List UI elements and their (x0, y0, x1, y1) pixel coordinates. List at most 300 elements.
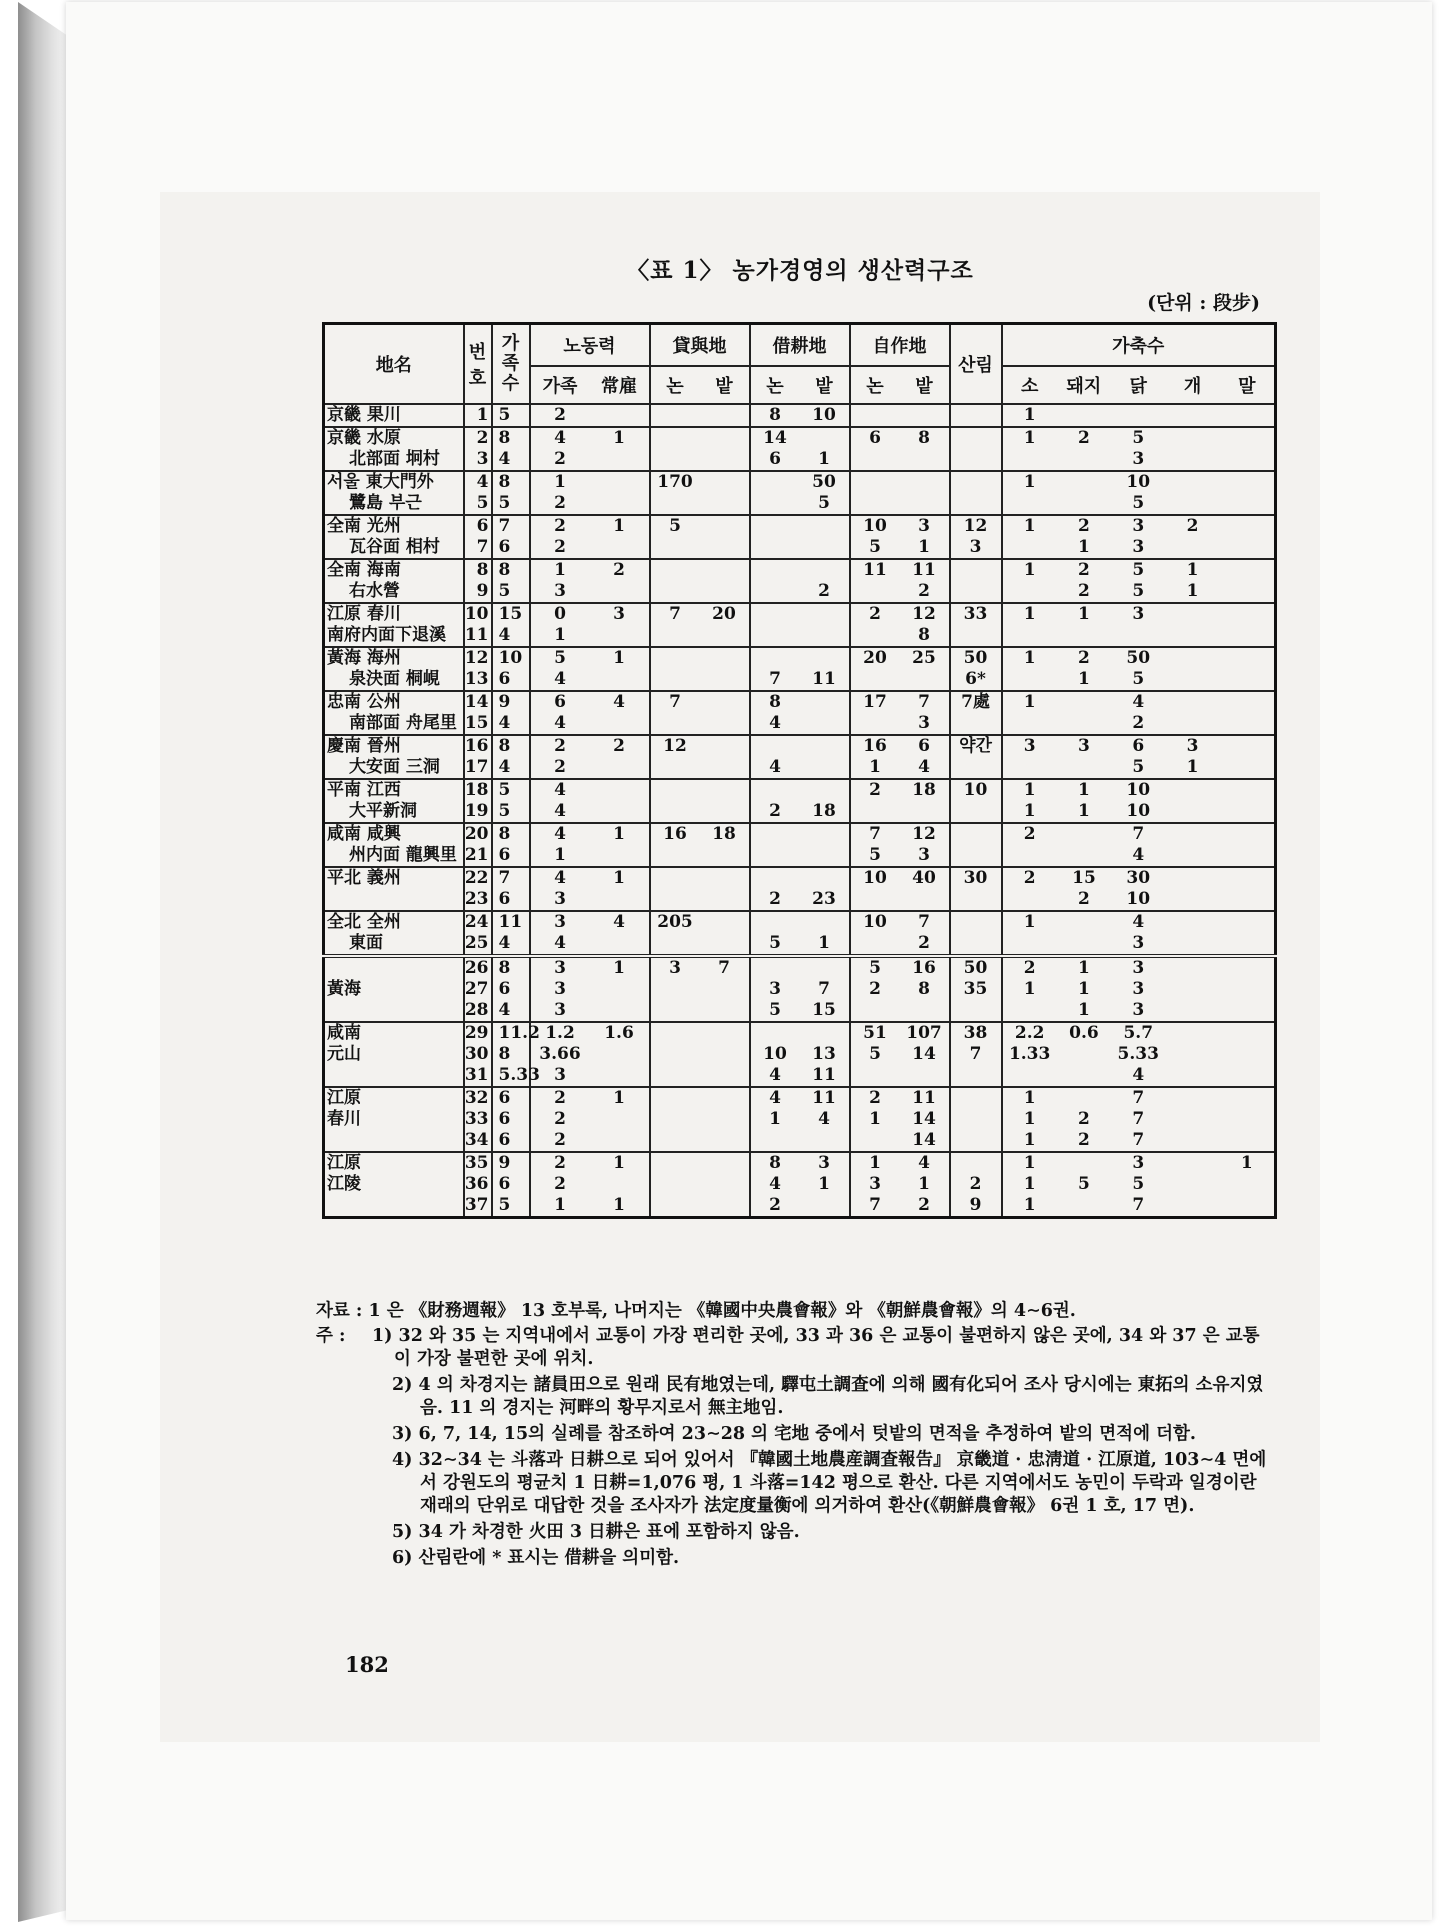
cell-value: 1 (818, 1174, 830, 1194)
number-cell (464, 427, 492, 449)
lent-cell (650, 1065, 750, 1087)
cell-value: 1 (869, 757, 881, 777)
table-row (324, 779, 1276, 801)
place-cell (324, 757, 464, 779)
labor-cell (530, 427, 650, 449)
cell-value: 11 (812, 1088, 836, 1108)
cell-value: 4 (498, 713, 511, 733)
number-cell (464, 1109, 492, 1130)
cell-value: 州内面 龍興里 (349, 845, 457, 865)
cell-value: 11 (912, 560, 936, 580)
labor-cell (530, 691, 650, 713)
cell-value: 0 (554, 604, 566, 624)
cell-value: 江原 (327, 1088, 361, 1108)
cell-value: 20 (464, 824, 489, 844)
table-row (324, 1044, 1276, 1065)
cell-value: 4 (554, 824, 566, 844)
cell-value: 8 (918, 979, 930, 999)
forest-cell (950, 845, 1002, 867)
cell-value: 江原 春川 (327, 604, 401, 624)
cell-value: 3 (1132, 537, 1145, 557)
own-cell (850, 1065, 950, 1087)
own-cell (850, 1022, 950, 1044)
cell-value: 40 (912, 868, 936, 888)
livestock-cell (1002, 801, 1276, 823)
cell-value: 瓦谷面 相村 (349, 537, 440, 557)
lent-cell (650, 1044, 750, 1065)
cell-value: 5 (818, 493, 830, 513)
table-row (324, 581, 1276, 603)
livestock-cell (1002, 823, 1276, 845)
place-cell (324, 691, 464, 713)
header-forest: 산림 (950, 324, 1002, 405)
table-row (324, 647, 1276, 669)
livestock-cell (1002, 713, 1276, 735)
place-cell (324, 603, 464, 625)
cell-value: 16 (663, 824, 687, 844)
table-row (324, 1087, 1276, 1109)
livestock-cell (1002, 1000, 1276, 1022)
labor-cell (530, 757, 650, 779)
footnote-3: 3) 6, 7, 14, 15의 실례를 참조하여 23∼28 의 宅地 중에서 텃밭의 면적을 추정하여 밭의 면적에 더함. (392, 1424, 1196, 1444)
livestock-cell (1002, 1152, 1276, 1174)
cell-value: 2 (1023, 958, 1036, 978)
cell-value: 4 (554, 801, 566, 821)
cell-value: 2 (554, 1130, 566, 1150)
cell-value: 107 (906, 1023, 942, 1043)
forest-cell (950, 1195, 1002, 1218)
cell-value: 1 (1078, 669, 1090, 689)
cell-value: 5 (1132, 428, 1145, 448)
cell-value: 7 (476, 537, 489, 557)
labor-cell (530, 404, 650, 427)
labor-cell (530, 735, 650, 757)
cell-value: 6 (498, 1088, 511, 1108)
family-cell (492, 735, 530, 757)
family-cell (492, 691, 530, 713)
cell-value: 25 (464, 933, 489, 953)
cell-value: 4 (769, 1065, 781, 1085)
own-cell (850, 493, 950, 515)
cell-value: 4 (554, 933, 566, 953)
cell-value: 20 (863, 648, 887, 668)
forest-cell (950, 801, 1002, 823)
cell-value: 5 (1132, 581, 1145, 601)
cell-value: 10 (464, 604, 489, 624)
lent-cell (650, 911, 750, 933)
rented-cell (750, 515, 850, 537)
forest-cell (950, 823, 1002, 845)
livestock-cell (1002, 1109, 1276, 1130)
cell-value: 9 (498, 1153, 511, 1173)
lent-cell (650, 1130, 750, 1152)
cell-value: 2 (769, 889, 781, 909)
cell-value: 3 (1132, 516, 1145, 536)
cell-value: 全南 海南 (327, 560, 401, 580)
own-cell (850, 1174, 950, 1195)
forest-cell (950, 691, 1002, 713)
cell-value: 右水營 (349, 581, 400, 601)
livestock-cell (1002, 449, 1276, 471)
cell-value: 15 (812, 1000, 836, 1020)
cell-value: 6 (498, 669, 511, 689)
rented-cell (750, 493, 850, 515)
forest-cell (950, 956, 1002, 979)
cell-value: 黃海 海州 (327, 648, 401, 668)
forest-cell (950, 559, 1002, 581)
cell-value: 大平新洞 (349, 801, 417, 821)
own-cell (850, 757, 950, 779)
cell-value: 27 (464, 979, 489, 999)
place-cell (324, 427, 464, 449)
family-cell (492, 1022, 540, 1044)
cell-value: 5 (1132, 493, 1145, 513)
lent-cell (650, 603, 750, 625)
family-cell (492, 625, 530, 647)
cell-value: 忠南 公州 (327, 692, 401, 712)
forest-cell (950, 404, 1002, 427)
forest-cell (950, 625, 1002, 647)
place-cell (324, 1065, 464, 1087)
lent-cell (650, 735, 750, 757)
cell-value: 17 (863, 692, 887, 712)
lent-cell (650, 625, 750, 647)
own-cell (850, 713, 950, 735)
cell-value: 2 (1078, 1109, 1090, 1129)
labor-cell (530, 1109, 650, 1130)
cell-value: 全北 全州 (327, 912, 401, 932)
cell-value: 南府内面下退溪 (327, 625, 446, 645)
cell-value: 6 (769, 449, 781, 469)
rented-cell (750, 933, 850, 956)
own-cell (850, 1087, 950, 1109)
cell-value: 4 (1132, 912, 1145, 932)
table-row (324, 867, 1276, 889)
place-cell (324, 1174, 464, 1195)
own-cell (850, 1109, 950, 1130)
family-cell (492, 1174, 530, 1195)
cell-value: 5 (1132, 669, 1145, 689)
table-row (324, 889, 1276, 911)
place-cell (324, 823, 464, 845)
cell-value: 2 (613, 736, 625, 756)
table-row (324, 735, 1276, 757)
lent-cell (650, 1000, 750, 1022)
cell-value: 5 (554, 648, 566, 668)
cell-value: 2 (1132, 713, 1145, 733)
rented-cell (750, 1130, 850, 1152)
lent-cell (650, 691, 750, 713)
cell-value: 7 (1132, 1130, 1145, 1150)
table-row (324, 1065, 1276, 1087)
livestock-cell (1002, 845, 1276, 867)
cell-value: 38 (963, 1023, 988, 1043)
forest-cell (950, 713, 1002, 735)
cell-value: 5 (669, 516, 681, 536)
livestock-cell (1002, 1022, 1276, 1044)
cell-value: 5 (769, 933, 781, 953)
cell-value: 8 (476, 560, 489, 580)
cell-value: 26 (464, 958, 489, 978)
cell-value: 11 (812, 669, 836, 689)
livestock-cell (1002, 1087, 1276, 1109)
header-place: 地名 (324, 324, 464, 405)
cell-value: 11 (498, 912, 523, 932)
footnote-5: 5) 34 가 차경한 火田 3 日耕은 표에 포함하지 않음. (392, 1522, 800, 1542)
cell-value: 19 (464, 801, 489, 821)
rented-cell (750, 1109, 850, 1130)
family-cell (492, 647, 530, 669)
table-row (324, 1152, 1276, 1174)
table-title: 〈표 1〉 농가경영의 생산력구조 (626, 257, 974, 284)
family-cell (492, 779, 530, 801)
number-cell (464, 845, 492, 867)
own-cell (850, 823, 950, 845)
forest-cell (950, 1087, 1002, 1109)
forest-cell (950, 515, 1002, 537)
forest-cell (950, 669, 1002, 691)
number-cell (464, 1044, 492, 1065)
cell-value: 5 (498, 581, 511, 601)
number-cell (464, 493, 492, 515)
number-cell (464, 779, 492, 801)
lent-cell (650, 581, 750, 603)
forest-cell (950, 449, 1002, 471)
cell-value: 1 (554, 472, 566, 492)
place-cell (324, 911, 464, 933)
header-labor: 노동력 (530, 324, 650, 367)
cell-value: 1 (1023, 780, 1036, 800)
cell-value: 14 (763, 428, 787, 448)
livestock-cell (1002, 1195, 1276, 1218)
cell-value: 4 (554, 428, 566, 448)
cell-value: 5 (1132, 560, 1145, 580)
cell-value: 3 (613, 604, 625, 624)
cell-value: 1 (476, 405, 489, 425)
cell-value: 2 (869, 979, 881, 999)
family-cell (492, 449, 530, 471)
cell-value: 2 (554, 1109, 566, 1129)
place-cell (324, 404, 464, 427)
cell-value: 2 (1078, 560, 1090, 580)
cell-value: 14 (464, 692, 489, 712)
cell-value: 3 (969, 537, 982, 557)
place-cell (324, 956, 464, 979)
cell-value: 9 (969, 1195, 982, 1215)
cell-value: 9 (498, 692, 511, 712)
place-cell (324, 979, 464, 1000)
cell-value: 1 (918, 1174, 930, 1194)
forest-cell (950, 493, 1002, 515)
lent-cell (650, 956, 750, 979)
cell-value: 1 (918, 537, 930, 557)
cell-value: 黃海 (327, 979, 361, 999)
own-cell (850, 449, 950, 471)
lent-cell (650, 493, 750, 515)
lent-cell (650, 801, 750, 823)
place-cell (324, 735, 464, 757)
number-cell (464, 471, 492, 493)
rented-cell (750, 779, 850, 801)
table-row (324, 449, 1276, 471)
labor-cell (530, 1130, 650, 1152)
lent-cell (650, 713, 750, 735)
lent-cell (650, 889, 750, 911)
cell-value: 1 (554, 625, 566, 645)
cell-value: 10 (963, 780, 988, 800)
cell-value: 1 (1023, 1195, 1036, 1215)
labor-cell (530, 1195, 650, 1218)
lent-cell (650, 757, 750, 779)
cell-value: 京畿 水原 (327, 428, 401, 448)
place-cell (324, 779, 464, 801)
own-cell (850, 404, 950, 427)
cell-value: 16 (464, 736, 489, 756)
cell-value: 15 (498, 604, 523, 624)
livestock-cell (1002, 669, 1276, 691)
livestock-cell (1002, 956, 1276, 979)
cell-value: 7 (669, 604, 681, 624)
place-cell (324, 537, 464, 559)
rented-cell (750, 823, 850, 845)
rented-cell (750, 956, 850, 979)
cell-value: 4 (476, 472, 489, 492)
own-cell (850, 1130, 950, 1152)
labor-cell (530, 559, 650, 581)
family-cell (492, 757, 530, 779)
own-cell (850, 979, 950, 1000)
own-cell (850, 1152, 950, 1174)
cell-value: 10 (863, 868, 887, 888)
rented-cell (750, 867, 850, 889)
cell-value: 江原 (327, 1153, 361, 1173)
rented-cell (750, 691, 850, 713)
cell-value: 6 (476, 516, 489, 536)
family-cell (492, 1044, 530, 1065)
cell-value: 1 (1186, 560, 1199, 580)
place-cell (324, 933, 464, 956)
own-cell (850, 867, 950, 889)
livestock-cell (1002, 581, 1276, 603)
cell-value: 3 (1132, 1000, 1145, 1020)
cell-value: 18 (712, 824, 736, 844)
own-cell (850, 625, 950, 647)
forest-cell (950, 647, 1002, 669)
labor-cell (530, 493, 650, 515)
cell-value: 30 (963, 868, 988, 888)
family-cell (492, 1130, 530, 1152)
rented-cell (750, 669, 850, 691)
table-row (324, 713, 1276, 735)
labor-cell (530, 1087, 650, 1109)
cell-value: 5 (498, 1195, 511, 1215)
labor-cell (530, 713, 650, 735)
cell-value: 1 (1078, 780, 1090, 800)
cell-value: 서울 東大門外 (327, 472, 434, 492)
number-cell (464, 404, 492, 427)
cell-value: 5 (869, 1044, 881, 1064)
source-note: 자료 : 1 은 《財務週報》 13 호부록, 나머지는 《韓國中央農會報》와 《朝鮮農會報》의 4∼6권. (316, 1301, 1076, 1321)
cell-value: 3 (1023, 736, 1036, 756)
labor-cell (530, 979, 650, 1000)
rented-cell (750, 1195, 850, 1218)
labor-cell (530, 911, 650, 933)
cell-value: 15 (464, 713, 489, 733)
forest-cell (950, 735, 1002, 757)
number-cell (464, 647, 492, 669)
cell-value: 7 (818, 979, 830, 999)
rented-cell (750, 845, 850, 867)
lent-cell (650, 515, 750, 537)
cell-value: 3 (918, 845, 930, 865)
place-cell (324, 867, 464, 889)
lent-cell (650, 1195, 750, 1218)
own-cell (850, 471, 950, 493)
livestock-cell (1002, 735, 1276, 757)
cell-value: 21 (464, 845, 489, 865)
footnote-label: 주 : (316, 1326, 346, 1346)
cell-value: 7 (918, 912, 930, 932)
cell-value: 5 (1132, 1174, 1145, 1194)
cell-value: 1 (818, 933, 830, 953)
place-cell (324, 471, 464, 493)
cell-value: 10 (1126, 801, 1151, 821)
rented-cell (750, 603, 850, 625)
forest-cell (950, 1065, 1002, 1087)
cell-value: 3 (1132, 604, 1145, 624)
cell-value: 4 (769, 1088, 781, 1108)
cell-value: 6 (498, 1130, 511, 1150)
cell-value: 2.2 (1014, 1023, 1045, 1043)
cell-value: 慶南 晉州 (327, 736, 401, 756)
cell-value: 37 (464, 1195, 489, 1215)
cell-value: 咸南 (327, 1023, 361, 1043)
number-cell (464, 559, 492, 581)
footnotes (316, 1325, 1276, 1570)
cell-value: 4 (554, 868, 566, 888)
number-cell (464, 603, 492, 625)
place-cell (324, 581, 464, 603)
labor-cell (530, 823, 650, 845)
rented-cell (750, 801, 850, 823)
cell-value: 18 (812, 801, 836, 821)
cell-value: 3 (554, 958, 566, 978)
cell-value: 3 (1132, 449, 1145, 469)
cell-value: 1 (1078, 604, 1090, 624)
cell-value: 2 (554, 516, 566, 536)
cell-value: 2 (918, 581, 930, 601)
number-cell (464, 1174, 492, 1195)
family-cell (492, 1195, 530, 1218)
cell-value: 8 (498, 560, 511, 580)
cell-value: 6 (554, 692, 566, 712)
lent-cell (650, 1109, 750, 1130)
labor-cell (530, 1000, 650, 1022)
cell-value: 10 (863, 516, 887, 536)
livestock-cell (1002, 427, 1276, 449)
forest-cell (950, 1000, 1002, 1022)
labor-cell (530, 669, 650, 691)
place-cell (324, 647, 464, 669)
cell-value: 9 (476, 581, 489, 601)
livestock-cell (1002, 625, 1276, 647)
own-cell (850, 1044, 950, 1065)
cell-value: 1 (1023, 1088, 1036, 1108)
cell-value: 12 (663, 736, 687, 756)
cell-value: 2 (554, 405, 566, 425)
own-cell (850, 845, 950, 867)
cell-value: 4 (613, 912, 625, 932)
